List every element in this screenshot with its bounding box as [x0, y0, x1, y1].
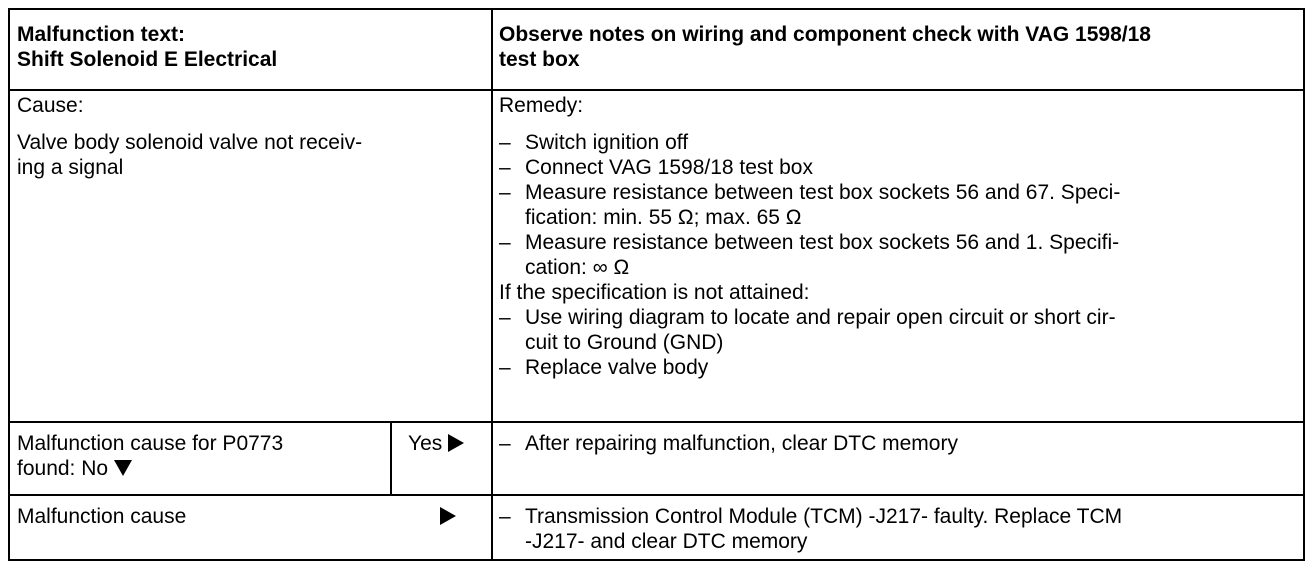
remedy-step: – Measure resistance between test box sockets 56 and 1. Specifi-: [499, 231, 1120, 254]
remedy-step: – Switch ignition off: [499, 131, 689, 154]
malfunction-text-header: [17, 22, 277, 72]
dash: –: [499, 505, 511, 528]
diagnostic-table: [8, 8, 1305, 561]
dash: –: [499, 356, 511, 379]
dash: –: [499, 231, 511, 254]
action-step: – Transmission Control Module (TCM) -J217- faulty. Replace TCM: [499, 505, 1123, 528]
row-divider: [10, 494, 1303, 496]
cause-found-line1: Malfunction cause for P0773: [17, 432, 284, 455]
arrow-right-icon: [448, 434, 464, 452]
repair-step: – Use wiring diagram to locate and repair open circuit or short cir-: [499, 306, 1116, 329]
arrow-right-icon: [440, 507, 456, 525]
not-attained-text: If the specification is not attained:: [499, 281, 810, 304]
repair-step-continued: cuit to Ground (GND): [525, 331, 724, 354]
remedy-step: – Connect VAG 1598/18 test box: [499, 156, 813, 179]
action-step: – After repairing malfunction, clear DTC memory: [499, 432, 958, 455]
repair-step: – Replace valve body: [499, 356, 709, 379]
remedy-label: Remedy:: [499, 94, 584, 117]
header-label: Malfunction text:: [17, 23, 185, 46]
cause-cell: [17, 93, 362, 180]
cause-text-line1: Valve body solenoid valve not receiv-: [17, 131, 363, 154]
header-fault-name: Shift Solenoid E Electrical: [17, 48, 278, 71]
row-divider: [10, 421, 1303, 423]
row-divider: [10, 89, 1303, 91]
malfunction-cause-cell: [17, 504, 477, 529]
dash: –: [499, 156, 511, 179]
arrow-down-icon: [114, 460, 132, 476]
observe-notes-line1: Observe notes on wiring and component check with VAG 1598/18: [499, 23, 1151, 46]
clear-dtc-cell: [499, 431, 958, 456]
cause-label: Cause:: [17, 94, 84, 117]
yes-cell-divider: [390, 423, 392, 496]
remedy-step-continued: cation: ∞ Ω: [525, 256, 630, 279]
remedy-cell: [499, 93, 1299, 380]
cause-text-line2: ing a signal: [17, 156, 124, 179]
malfunction-cause-label: Malfunction cause: [17, 505, 187, 528]
malfunction-cause-found-cell: [17, 431, 283, 481]
column-divider: [491, 10, 493, 559]
cause-found-line2: found: No: [17, 457, 109, 480]
action-step-continued: -J217- and clear DTC memory: [525, 530, 808, 553]
yes-label: Yes: [408, 432, 443, 455]
remedy-step-continued: fication: min. 55 Ω; max. 65 Ω: [525, 206, 802, 229]
dash: –: [499, 131, 511, 154]
observe-notes-line2: test box: [499, 48, 580, 71]
yes-cell: [408, 431, 464, 456]
remedy-step: – Measure resistance between test box sockets 56 and 67. Speci-: [499, 181, 1121, 204]
dash: –: [499, 306, 511, 329]
dash: –: [499, 432, 511, 455]
replace-tcm-cell: [499, 504, 1122, 554]
dash: –: [499, 181, 511, 204]
observe-notes-header: [499, 22, 1151, 72]
